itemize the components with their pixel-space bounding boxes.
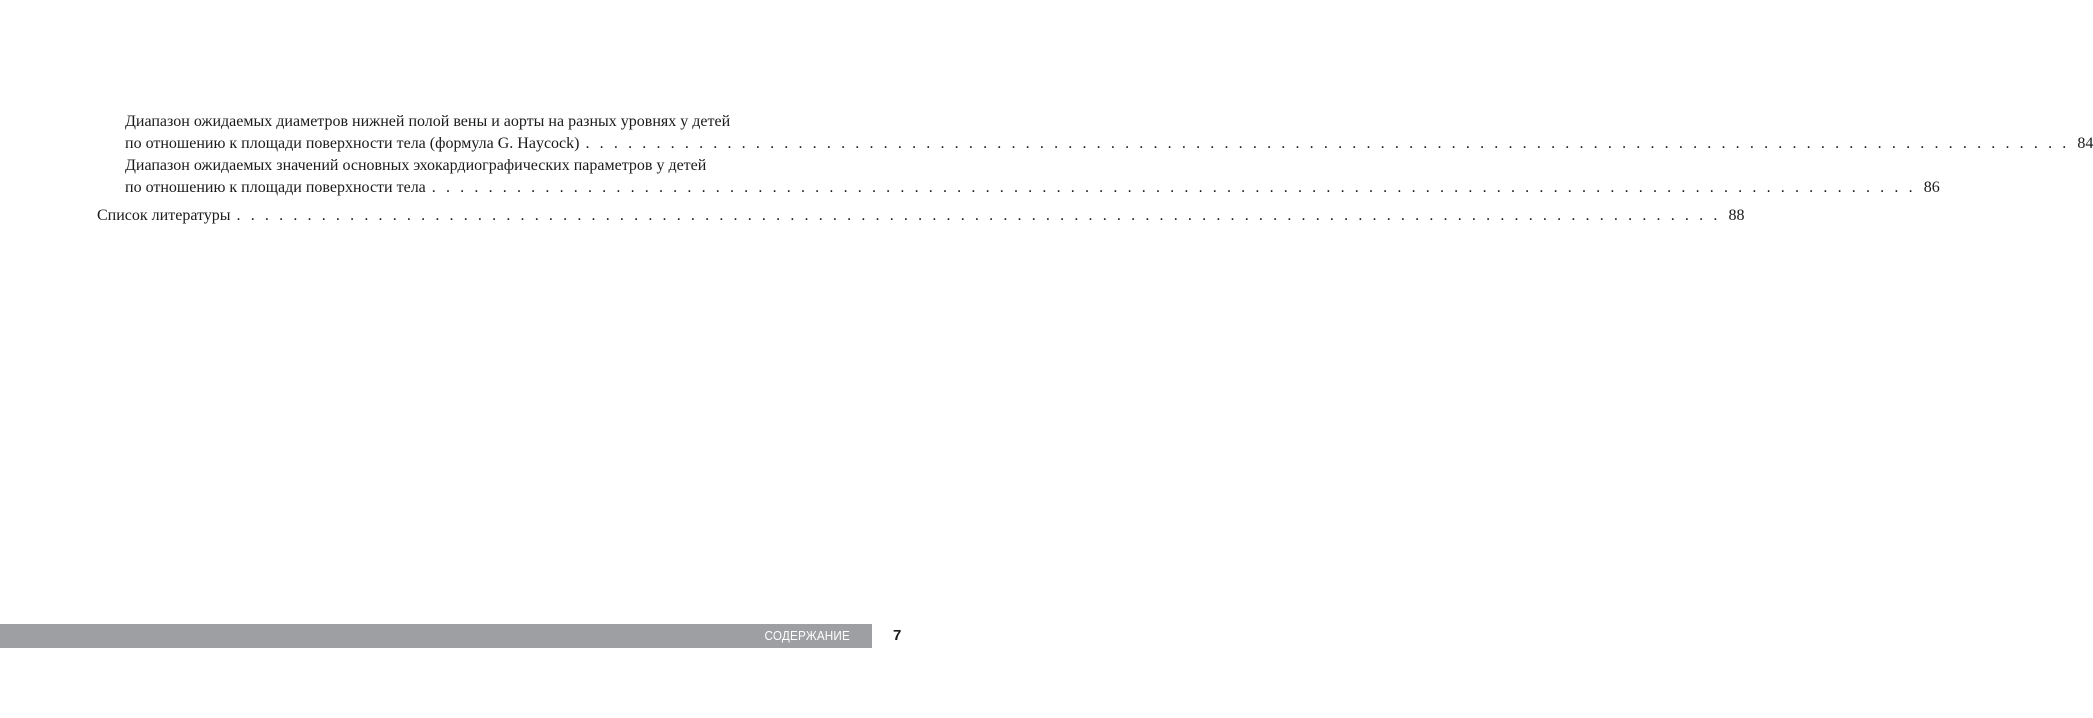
toc-entry-text: по отношению к площади поверхности тела bbox=[125, 179, 426, 196]
dot-leader: . . . . . . . . . . . . . . . . . . . . . . . . . . . . . . . . . . . . . . . . . . . . . . . . . . . . . . . . . . . . . . . . . . . . . . . . . . . . . . . . . . . . . . . . . . . . . . . . . . . . . . . . . bbox=[585, 135, 2070, 152]
dot-leader: . . . . . . . . . . . . . . . . . . . . . . . . . . . . . . . . . . . . . . . . . . . . . . . . . . . . . . . . . . . . . . . . . . . . . . . . . . . . . . . . . . . . . . . . . . . . . . . . . . . . . . . . . bbox=[431, 179, 1916, 196]
toc-page-number: 86 bbox=[1923, 179, 1940, 196]
toc-entry-text: Список литературы bbox=[97, 207, 231, 224]
toc-entry-ivc-aorta-line2[interactable] bbox=[125, 133, 2093, 155]
toc-entry-text: Диапазон ожидаемых диаметров нижней полой вены и аорты на разных уровнях у детей bbox=[125, 113, 731, 130]
toc-entry-text: по отношению к площади поверхности тела (формула G. Haycock) bbox=[125, 135, 580, 152]
toc-page-number: 84 bbox=[2077, 135, 2093, 152]
dot-leader: . . . . . . . . . . . . . . . . . . . . . . . . . . . . . . . . . . . . . . . . . . . . . . . . . . . . . . . . . . . . . . . . . . . . . . . . . . . . . . . . . . . . . . . . . . . . . . . . . . . . . . . . . bbox=[236, 207, 1721, 224]
toc-page-number: 88 bbox=[1728, 207, 1745, 224]
footer-bar bbox=[0, 624, 872, 648]
page-number: 7 bbox=[893, 627, 902, 644]
toc-entry-references[interactable] bbox=[97, 205, 1745, 227]
toc-entry-echo-params-line2[interactable] bbox=[125, 177, 1940, 199]
toc-entry-echo-params-line1 bbox=[125, 155, 706, 177]
toc-entry-ivc-aorta-line1 bbox=[125, 111, 730, 133]
toc-entry-text: Диапазон ожидаемых значений основных эхокардиографических параметров у детей bbox=[125, 157, 707, 174]
footer-section-label: СОДЕРЖАНИЕ bbox=[764, 628, 850, 643]
